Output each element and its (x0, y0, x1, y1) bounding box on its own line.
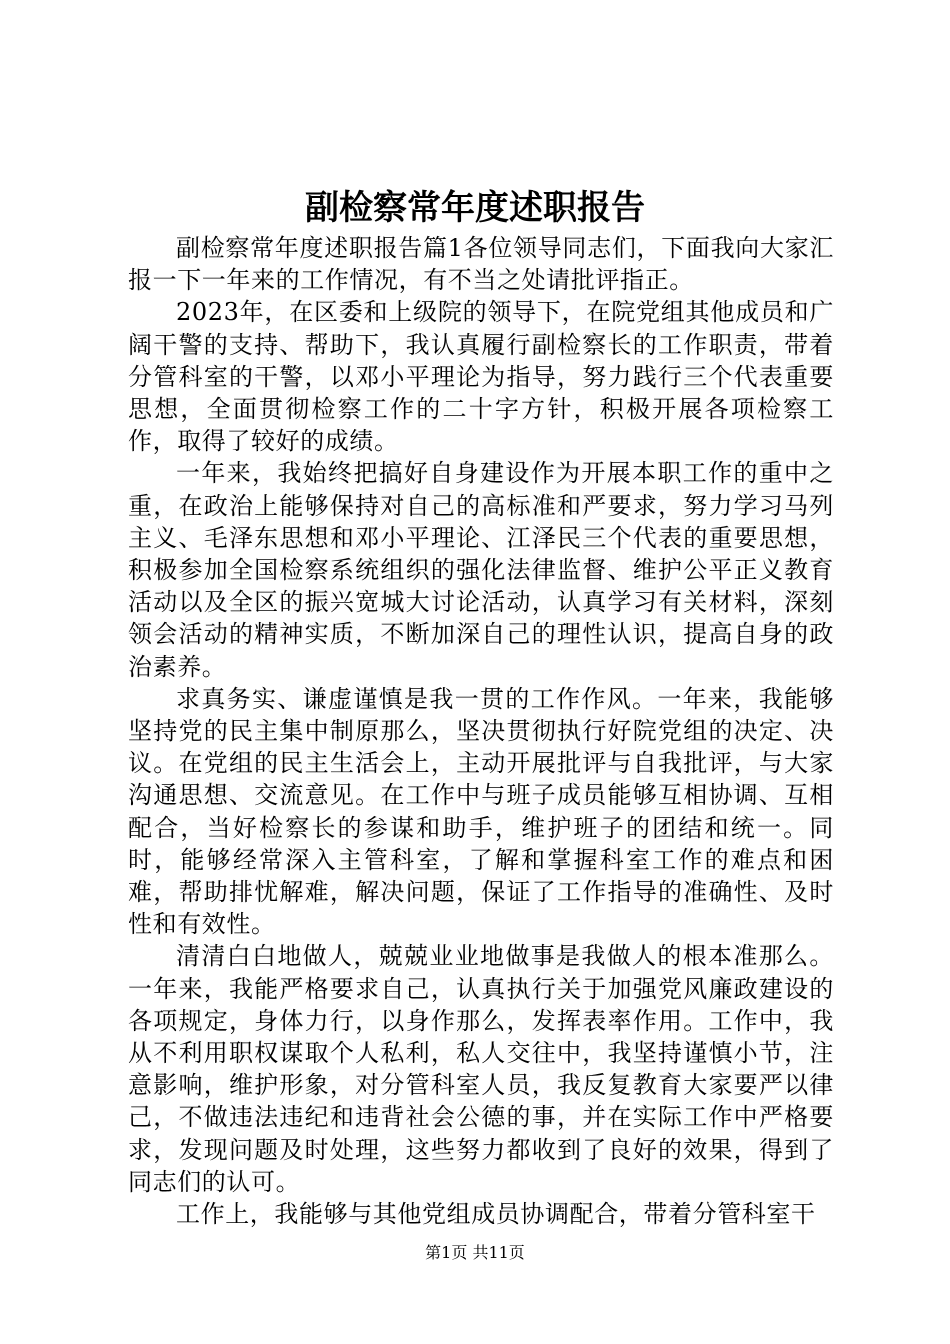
paragraph-1: 副检察常年度述职报告篇1各位领导同志们，下面我向大家汇报一下一年来的工作情况，有不当之处请批评指正。 (128, 234, 834, 295)
paragraph-3: 一年来，我始终把搞好自身建设作为开展本职工作的重中之重，在政治上能够保持对自己的高标准和严要求，努力学习马列主义、毛泽东思想和邓小平理论、江泽民三个代表的重要思想，积极参加全国检察系统组织的强化法律监督、维护公平正义教育活动以及全区的振兴宽城大讨论活动，认真学习有关材料，深刻领会活动的精神实质，不断加深自己的理性认识，提高自身的政治素养。 (128, 459, 834, 681)
page-number-footer: 第1页 共11页 (425, 1243, 525, 1262)
paragraph-5: 清清白白地做人，兢兢业业地做事是我做人的根本准那么。一年来，我能严格要求自己，认真执行关于加强党风廉政建设的各项规定，身体力行，以身作那么，发挥表率作用。工作中，我从不利用职权谋取个人私利，私人交往中，我坚持谨慎小节，注意影响，维护形象，对分管科室人员，我反复教育大家要严以律己，不做违法违纪和违背社会公德的事，并在实际工作中严格要求，发现问题及时处理，这些努力都收到了良好的效果，得到了同志们的认可。 (128, 942, 834, 1196)
document-body (128, 232, 834, 1230)
document-title: 副检察常年度述职报告 (305, 188, 645, 228)
paragraph-6: 工作上，我能够与其他党组成员协调配合，带着分管科室干 (176, 1200, 816, 1229)
paragraph-2: 2023年，在区委和上级院的领导下，在院党组其他成员和广阔干警的支持、帮助下，我认真履行副检察长的工作职责，带着分管科室的干警，以邓小平理论为指导，努力践行三个代表重要思想，全面贯彻检察工作的二十字方针，积极开展各项检察工作，取得了较好的成绩。 (128, 298, 834, 456)
paragraph-4: 求真务实、谦虚谨慎是我一贯的工作作风。一年来，我能够坚持党的民主集中制原那么，坚决贯彻执行好院党组的决定、决议。在党组的民主生活会上，主动开展批评与自我批评，与大家沟通思想、交流意见。在工作中与班子成员能够互相协调、互相配合，当好检察长的参谋和助手，维护班子的团结和统一。同时，能够经常深入主管科室，了解和掌握科室工作的难点和困难，帮助排忧解难，解决问题，保证了工作指导的准确性、及时性和有效性。 (128, 684, 834, 939)
